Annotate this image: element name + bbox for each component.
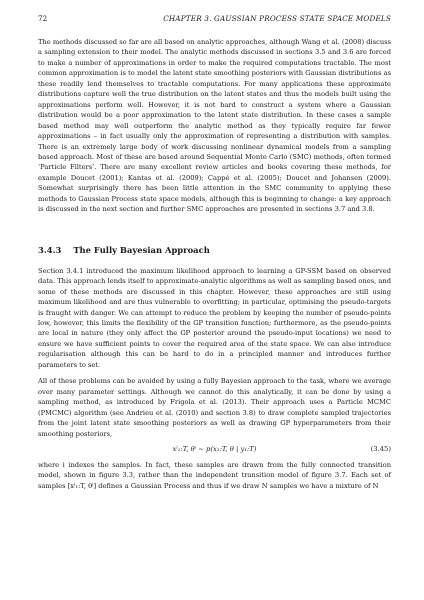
paragraph-samples: where i indexes the samples. In fact, these samples are drawn from the fully connected transition model, shown in figure 3.3, rather than the independent transition model of figure 3.7. Each set of samples [xⁱ₁:T, θⁱ] defines a Gaussian Process and thus if we draw N samples we have a mixture of N: [38, 460, 391, 490]
section-number: 3.4.3: [38, 244, 62, 255]
equation-number: (3.45): [370, 444, 391, 453]
paragraph-analytic-methods: The methods discussed so far are all based on analytic approaches, although Wang et al. (2008) discuss a sampling extension to their model. The analytic methods discussed in sections 3.5 and 3.6 are forced to make a number of approximations in order to make the required computations tractable. The most common approximation is to model the latent state smoothing posteriors with Gaussian distributions as these readily lend themselves to tractable computations. For many applications these approximate distributions capture well the true distribution on the latent states and thus the models built using the approximations perform well. However, it is not hard to construct a system where a Gaussian distribution would be a poor approximation to the latent state distribution. In these cases a sample based method may well outperform the analytic method as they typically require far fewer approximations – in fact usually only the approximation of representing a distribution with samples. There is an extremely large body of work discussing nonlinear dynamical models from a sampling based approach. Most of these are based around Sequential Monte Carlo (SMC) methods, often termed ‘Particle Filters’. There are many excellent review articles and books covering these methods, for example Doucet (2001); Kantas et al. (2009); Cappé et al. (2005); Doucet and Johansen (2009). Somewhat surprisingly there has been little attention in the SMC community to applying these methods to Gaussian Process state space models, although this is beginning to change: a key approach is discussed in the next section and further SMC approaches are presented in sections 3.7 and 3.8.: [38, 38, 391, 214]
chapter-title: CHAPTER 3. GAUSSIAN PROCESS STATE SPACE MODELS: [163, 14, 391, 23]
page-number: 72: [38, 14, 48, 23]
running-header: [38, 14, 391, 23]
paragraph-max-likelihood: Section 3.4.1 introduced the maximum likelihood approach to learning a GP-SSM based on observed data. This approach lends itself to approximate-analytic algorithms as well as sampling based ones, and some of these methods are discussed in this chapter. However, these approaches are still using maximum likelihood and are thus vulnerable to overfitting; in particular, optimising the pseudo-targets is fraught with danger. We can attempt to reduce the problem by keeping the number of pseudo-points low, however, this limits the flexibility of the GP transition function; furthermore, as the pseudo-points are local in nature (they only affect the GP posterior around the pseudo-input locations) we need to ensure we have sufficient points to cover the required area of the state space. We can also introduce regularisation although this can be hard to do in a principled manner and introduces further parameters to set.: [38, 266, 391, 369]
equation-3-45: [38, 444, 391, 454]
section-heading: [38, 245, 391, 255]
section-title: The Fully Bayesian Approach: [73, 244, 210, 255]
document-page: [38, 14, 391, 491]
paragraph-fully-bayesian: All of these problems can be avoided by using a fully Bayesian approach to the task, where we average over many parameter settings. Although we cannot do this analytically, it can be done by using a sampling method, as introduced by Frigola et al. (2013). Their approach uses a Particle MCMC (PMCMC) algorithm (see Andrieu et al. (2010) and section 3.8) to draw complete sampled trajectories from the joint latent state smoothing posteriors as well as drawing GP hyperparameters from their smoothing posteriors,: [38, 377, 391, 438]
equation-body: xⁱ₁:T, θⁱ ~ p(x₁:T, θ | y₁:T): [172, 444, 257, 453]
